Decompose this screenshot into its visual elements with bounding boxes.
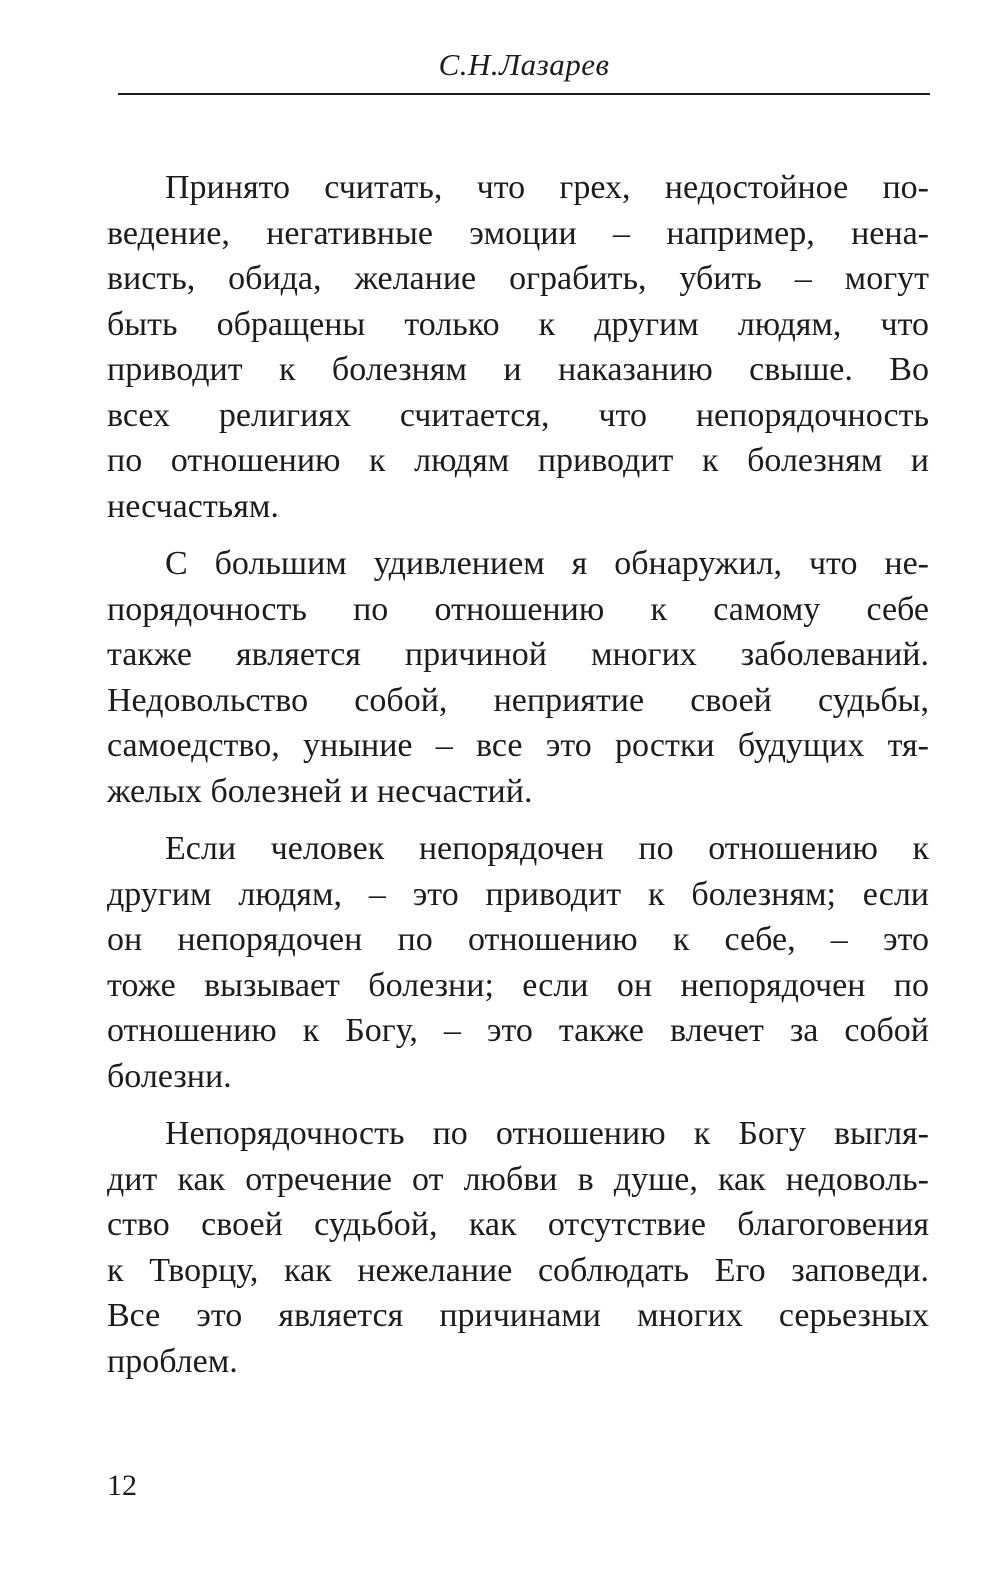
text-line: Недовольство собой, неприятие своей судьбы, (107, 681, 929, 719)
text-line: порядочность по отношению к самому себе (107, 590, 929, 628)
text-line: по отношению к людям приводит к болезням и (107, 442, 929, 479)
paragraph-1 (107, 165, 929, 529)
text-line: С большим удивлением я обнаружил, что не- (165, 545, 929, 582)
page-number: 12 (107, 1469, 137, 1502)
text-line: ведение, негативные эмоции – например, нена- (107, 214, 929, 252)
text-line: несчастьям. (107, 487, 279, 525)
text-line: Принято считать, что грех, недостойное по- (165, 169, 929, 206)
body-text (107, 165, 929, 1396)
text-line: всех религиях считается, что непорядочность (107, 396, 929, 434)
paragraph-2 (107, 541, 929, 814)
text-line: приводит к болезням и наказанию свыше. Во (107, 351, 929, 388)
text-line: другим людям, – это приводит к болезням; если (107, 875, 929, 913)
paragraph-3 (107, 826, 929, 1099)
text-line: болезни. (107, 1057, 232, 1095)
text-line: Непорядочность по отношению к Богу выгля- (165, 1115, 929, 1152)
text-line: ство своей судьбой, как отсутствие благоговения (107, 1206, 929, 1243)
text-line: дит как отречение от любви в душе, как недоволь- (107, 1160, 929, 1198)
text-line: он непорядочен по отношению к себе, – это (107, 921, 929, 958)
text-line: быть обращены только к другим людям, что (107, 305, 929, 343)
running-head-author: С.Н.Лазарев (438, 47, 610, 82)
text-line: также является причиной многих заболеваний. (107, 636, 929, 673)
text-line: Если человек непорядочен по отношению к (165, 830, 929, 867)
text-line: тоже вызывает болезни; если он непорядочен по (107, 966, 929, 1004)
paragraph-4 (107, 1111, 929, 1384)
text-line: желых болезней и несчастий. (107, 772, 533, 810)
text-line: висть, обида, желание ограбить, убить – могут (107, 260, 929, 297)
header-rule (118, 93, 930, 95)
text-line: отношению к Богу, – это также влечет за собой (107, 1012, 929, 1049)
text-line: самоедство, уныние – все это ростки будущих тя- (107, 727, 929, 764)
text-line: Все это является причинами многих серьезных (107, 1297, 929, 1334)
text-line: проблем. (107, 1342, 238, 1380)
text-line: к Творцу, как нежелание соблюдать Его заповеди. (107, 1251, 929, 1289)
